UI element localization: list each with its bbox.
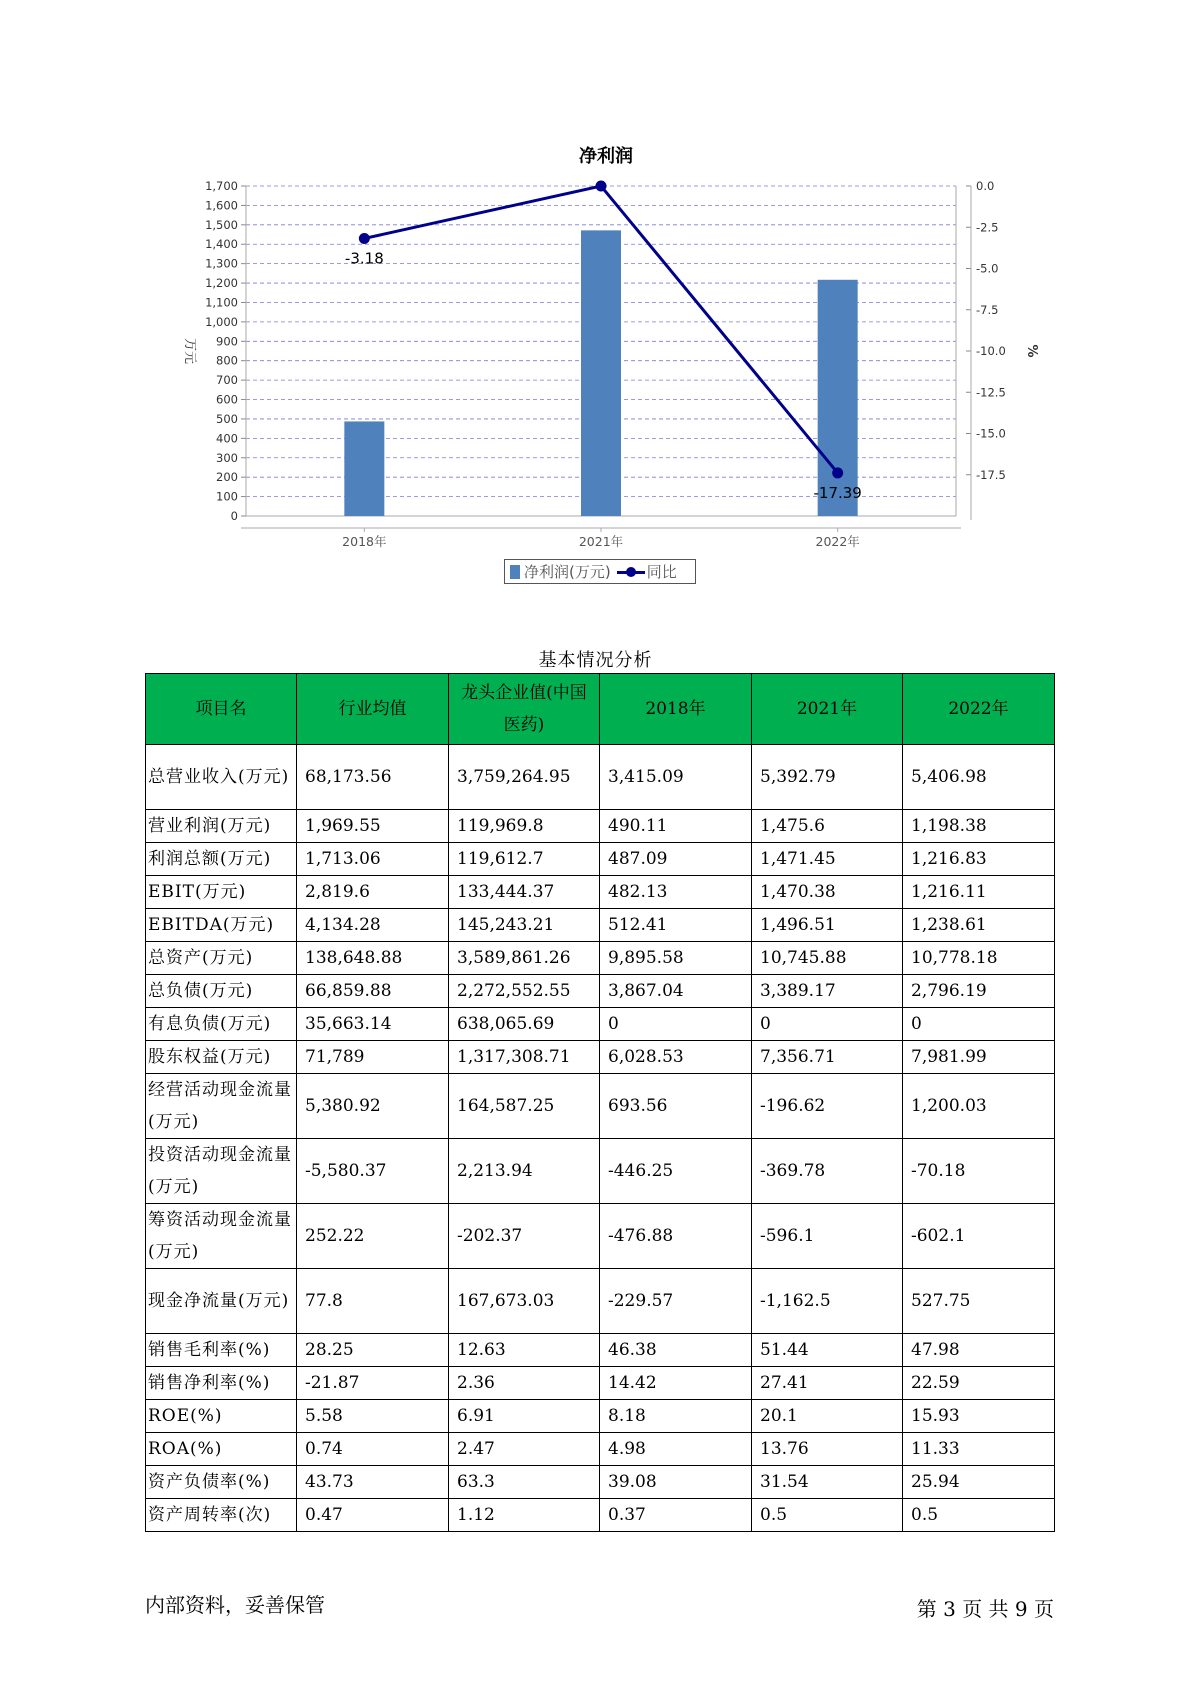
table-cell: -5,580.37 bbox=[297, 1139, 449, 1204]
table-cell: 66,859.88 bbox=[297, 975, 449, 1008]
table-row bbox=[146, 1466, 1055, 1499]
table-cell: 252.22 bbox=[297, 1204, 449, 1269]
y-tick-label: 1,600 bbox=[205, 198, 238, 213]
table-cell: 0.5 bbox=[752, 1499, 903, 1532]
table-row bbox=[146, 1433, 1055, 1466]
row-label-cell: 股东权益(万元) bbox=[146, 1041, 297, 1074]
table-cell: 4.98 bbox=[600, 1433, 752, 1466]
table-cell: 5.58 bbox=[297, 1400, 449, 1433]
bar bbox=[344, 421, 384, 516]
y-tick-label: 1,400 bbox=[205, 237, 238, 252]
table-cell: 1,471.45 bbox=[752, 843, 903, 876]
y2-tick-label: -15.0 bbox=[976, 426, 1006, 441]
series-point bbox=[359, 233, 370, 244]
row-label-cell: EBIT(万元) bbox=[146, 876, 297, 909]
table-cell: 8.18 bbox=[600, 1400, 752, 1433]
table-cell: 5,392.79 bbox=[752, 745, 903, 810]
y-tick-label: 900 bbox=[216, 334, 238, 349]
table-cell: 1,969.55 bbox=[297, 810, 449, 843]
y-tick-label: 100 bbox=[216, 489, 238, 504]
row-label-cell: 有息负债(万元) bbox=[146, 1008, 297, 1041]
table-cell: 11.33 bbox=[903, 1433, 1055, 1466]
table-row bbox=[146, 810, 1055, 843]
table-cell: 487.09 bbox=[600, 843, 752, 876]
table-cell: -196.62 bbox=[752, 1074, 903, 1139]
chart-svg bbox=[0, 0, 1191, 600]
y-tick-label: 1,100 bbox=[205, 295, 238, 310]
table-cell: 527.75 bbox=[903, 1269, 1055, 1334]
table-cell: 4,134.28 bbox=[297, 909, 449, 942]
table-row bbox=[146, 843, 1055, 876]
table-cell: 1,713.06 bbox=[297, 843, 449, 876]
table-cell: -446.25 bbox=[600, 1139, 752, 1204]
table-cell: -70.18 bbox=[903, 1139, 1055, 1204]
table-cell: 39.08 bbox=[600, 1466, 752, 1499]
table-cell: 1,470.38 bbox=[752, 876, 903, 909]
table-cell: 0 bbox=[752, 1008, 903, 1041]
table-cell: 638,065.69 bbox=[449, 1008, 600, 1041]
table-cell: 20.1 bbox=[752, 1400, 903, 1433]
table-cell: 0.5 bbox=[903, 1499, 1055, 1532]
x-tick-label: 2018年 bbox=[342, 534, 387, 549]
table-cell: 35,663.14 bbox=[297, 1008, 449, 1041]
table-row bbox=[146, 942, 1055, 975]
row-label-cell: 总营业收入(万元) bbox=[146, 745, 297, 810]
table-cell: 0.47 bbox=[297, 1499, 449, 1532]
table-cell: -1,162.5 bbox=[752, 1269, 903, 1334]
y-tick-label: 1,500 bbox=[205, 217, 238, 232]
y2-tick-label: -12.5 bbox=[976, 385, 1006, 400]
header-cell: 项目名 bbox=[146, 674, 297, 745]
table-row bbox=[146, 1074, 1055, 1139]
table-cell: 71,789 bbox=[297, 1041, 449, 1074]
table-cell: 693.56 bbox=[600, 1074, 752, 1139]
table-cell: 2.36 bbox=[449, 1367, 600, 1400]
chart-title: 净利润 bbox=[579, 146, 633, 167]
table-cell: 5,406.98 bbox=[903, 745, 1055, 810]
y-tick-label: 500 bbox=[216, 411, 238, 426]
chart-legend bbox=[504, 559, 696, 584]
table-cell: 0 bbox=[903, 1008, 1055, 1041]
table-cell: 2.47 bbox=[449, 1433, 600, 1466]
table-cell: 1,200.03 bbox=[903, 1074, 1055, 1139]
table-cell: 119,969.8 bbox=[449, 810, 600, 843]
table-cell: -602.1 bbox=[903, 1204, 1055, 1269]
table-cell: 9,895.58 bbox=[600, 942, 752, 975]
row-label-cell: 销售毛利率(%) bbox=[146, 1334, 297, 1367]
table-cell: 15.93 bbox=[903, 1400, 1055, 1433]
row-label-cell: 资产负债率(%) bbox=[146, 1466, 297, 1499]
row-label-cell: ROE(%) bbox=[146, 1400, 297, 1433]
row-label-cell: 总资产(万元) bbox=[146, 942, 297, 975]
table-row bbox=[146, 975, 1055, 1008]
table-cell: 119,612.7 bbox=[449, 843, 600, 876]
y-tick-label: 700 bbox=[216, 373, 238, 388]
row-label-cell: 经营活动现金流量(万元) bbox=[146, 1074, 297, 1139]
table-cell: 14.42 bbox=[600, 1367, 752, 1400]
footer-confidential-note: 内部资料，妥善保管 bbox=[145, 1593, 325, 1617]
y2-tick-label: -7.5 bbox=[976, 302, 999, 317]
table-cell: 31.54 bbox=[752, 1466, 903, 1499]
table-cell: 7,356.71 bbox=[752, 1041, 903, 1074]
table-cell: -21.87 bbox=[297, 1367, 449, 1400]
data-label: -17.39 bbox=[813, 483, 862, 502]
table-header-row bbox=[146, 674, 1055, 745]
table-cell: 1,475.6 bbox=[752, 810, 903, 843]
table-cell: 43.73 bbox=[297, 1466, 449, 1499]
row-label-cell: ROA(%) bbox=[146, 1433, 297, 1466]
series-point bbox=[596, 181, 607, 192]
legend-line-label: 同比 bbox=[646, 563, 677, 581]
table-cell: 2,819.6 bbox=[297, 876, 449, 909]
y-tick-label: 1,000 bbox=[205, 314, 238, 329]
table-row bbox=[146, 745, 1055, 810]
legend-line-swatch bbox=[617, 565, 645, 579]
table-row bbox=[146, 909, 1055, 942]
y2-tick-label: 0.0 bbox=[976, 179, 995, 193]
table-cell: 10,745.88 bbox=[752, 942, 903, 975]
table-cell: 46.38 bbox=[600, 1334, 752, 1367]
table-row bbox=[146, 1334, 1055, 1367]
table-cell: 1,216.83 bbox=[903, 843, 1055, 876]
table-cell: 2,796.19 bbox=[903, 975, 1055, 1008]
row-label-cell: 总负债(万元) bbox=[146, 975, 297, 1008]
table-cell: 2,213.94 bbox=[449, 1139, 600, 1204]
y-tick-label: 600 bbox=[216, 392, 238, 407]
y-tick-label: 200 bbox=[216, 470, 238, 485]
data-label: -3.18 bbox=[344, 249, 384, 268]
net-profit-chart bbox=[0, 0, 1191, 600]
table-row bbox=[146, 876, 1055, 909]
series-point bbox=[832, 467, 843, 478]
table-cell: 0 bbox=[600, 1008, 752, 1041]
table-cell: 1,216.11 bbox=[903, 876, 1055, 909]
table-cell: 1,317,308.71 bbox=[449, 1041, 600, 1074]
y-tick-label: 1,300 bbox=[205, 256, 238, 271]
table-row bbox=[146, 1139, 1055, 1204]
header-cell: 2022年 bbox=[903, 674, 1055, 745]
row-label-cell: EBITDA(万元) bbox=[146, 909, 297, 942]
header-cell: 2021年 bbox=[752, 674, 903, 745]
table-cell: 27.41 bbox=[752, 1367, 903, 1400]
table-cell: -202.37 bbox=[449, 1204, 600, 1269]
bar bbox=[581, 230, 621, 516]
table-cell: 12.63 bbox=[449, 1334, 600, 1367]
table-cell: 13.76 bbox=[752, 1433, 903, 1466]
basic-analysis-table bbox=[145, 673, 1055, 1532]
table-cell: -596.1 bbox=[752, 1204, 903, 1269]
row-label-cell: 营业利润(万元) bbox=[146, 810, 297, 843]
table-cell: 3,389.17 bbox=[752, 975, 903, 1008]
table-cell: 63.3 bbox=[449, 1466, 600, 1499]
table-cell: 138,648.88 bbox=[297, 942, 449, 975]
table-cell: 512.41 bbox=[600, 909, 752, 942]
header-cell: 龙头企业值(中国医药) bbox=[449, 674, 600, 745]
row-label-cell: 资产周转率(次) bbox=[146, 1499, 297, 1532]
table-body bbox=[146, 745, 1055, 1532]
x-tick-label: 2021年 bbox=[578, 534, 624, 549]
table-cell: 3,759,264.95 bbox=[449, 745, 600, 810]
table-cell: 7,981.99 bbox=[903, 1041, 1055, 1074]
table-cell: 47.98 bbox=[903, 1334, 1055, 1367]
table-cell: -229.57 bbox=[600, 1269, 752, 1334]
y2-tick-label: -2.5 bbox=[976, 220, 999, 235]
table-cell: 145,243.21 bbox=[449, 909, 600, 942]
table-row bbox=[146, 1041, 1055, 1074]
table-row bbox=[146, 1204, 1055, 1269]
table-cell: -369.78 bbox=[752, 1139, 903, 1204]
footer-page-number: 第 3 页 共 9 页 bbox=[916, 1597, 1054, 1621]
table-cell: 3,415.09 bbox=[600, 745, 752, 810]
table-cell: 68,173.56 bbox=[297, 745, 449, 810]
table-cell: 1,198.38 bbox=[903, 810, 1055, 843]
table-cell: 77.8 bbox=[297, 1269, 449, 1334]
row-label-cell: 现金净流量(万元) bbox=[146, 1269, 297, 1334]
header-cell: 2018年 bbox=[600, 674, 752, 745]
y-tick-label: 0 bbox=[230, 509, 238, 523]
table-cell: 0.74 bbox=[297, 1433, 449, 1466]
y2-axis-title: % bbox=[1024, 344, 1039, 358]
y2-tick-label: -5.0 bbox=[976, 261, 999, 276]
table-cell: 51.44 bbox=[752, 1334, 903, 1367]
table-cell: 3,867.04 bbox=[600, 975, 752, 1008]
y-tick-label: 1,700 bbox=[205, 179, 238, 193]
table-cell: 22.59 bbox=[903, 1367, 1055, 1400]
table-cell: 3,589,861.26 bbox=[449, 942, 600, 975]
row-label-cell: 利润总额(万元) bbox=[146, 843, 297, 876]
table-caption: 基本情况分析 bbox=[538, 650, 653, 671]
header-cell: 行业均值 bbox=[297, 674, 449, 745]
table-cell: 490.11 bbox=[600, 810, 752, 843]
table-cell: 133,444.37 bbox=[449, 876, 600, 909]
y-tick-label: 300 bbox=[216, 450, 238, 465]
table-row bbox=[146, 1499, 1055, 1532]
y2-tick-label: -10.0 bbox=[976, 344, 1006, 358]
row-label-cell: 筹资活动现金流量(万元) bbox=[146, 1204, 297, 1269]
table-row bbox=[146, 1400, 1055, 1433]
bar bbox=[818, 280, 858, 516]
y-tick-label: 1,200 bbox=[205, 276, 238, 291]
table-cell: 6,028.53 bbox=[600, 1041, 752, 1074]
y-tick-label: 800 bbox=[216, 353, 238, 368]
table-cell: 164,587.25 bbox=[449, 1074, 600, 1139]
row-label-cell: 销售净利率(%) bbox=[146, 1367, 297, 1400]
table-cell: 5,380.92 bbox=[297, 1074, 449, 1139]
table-row bbox=[146, 1008, 1055, 1041]
table-row bbox=[146, 1367, 1055, 1400]
table-cell: 1,496.51 bbox=[752, 909, 903, 942]
y2-tick-label: -17.5 bbox=[976, 467, 1006, 482]
table-row bbox=[146, 1269, 1055, 1334]
legend-bar-swatch bbox=[510, 565, 520, 579]
table-cell: 2,272,552.55 bbox=[449, 975, 600, 1008]
table-cell: 0.37 bbox=[600, 1499, 752, 1532]
y-tick-label: 400 bbox=[216, 431, 238, 446]
x-tick-label: 2022年 bbox=[815, 534, 860, 549]
table-cell: 25.94 bbox=[903, 1466, 1055, 1499]
table-cell: 482.13 bbox=[600, 876, 752, 909]
table-cell: 28.25 bbox=[297, 1334, 449, 1367]
table-cell: -476.88 bbox=[600, 1204, 752, 1269]
row-label-cell: 投资活动现金流量(万元) bbox=[146, 1139, 297, 1204]
table-cell: 1.12 bbox=[449, 1499, 600, 1532]
y-axis-title: 万元 bbox=[182, 337, 197, 365]
legend-bar-label: 净利润(万元) bbox=[524, 563, 611, 581]
table-cell: 6.91 bbox=[449, 1400, 600, 1433]
table-cell: 1,238.61 bbox=[903, 909, 1055, 942]
table-cell: 167,673.03 bbox=[449, 1269, 600, 1334]
table-cell: 10,778.18 bbox=[903, 942, 1055, 975]
